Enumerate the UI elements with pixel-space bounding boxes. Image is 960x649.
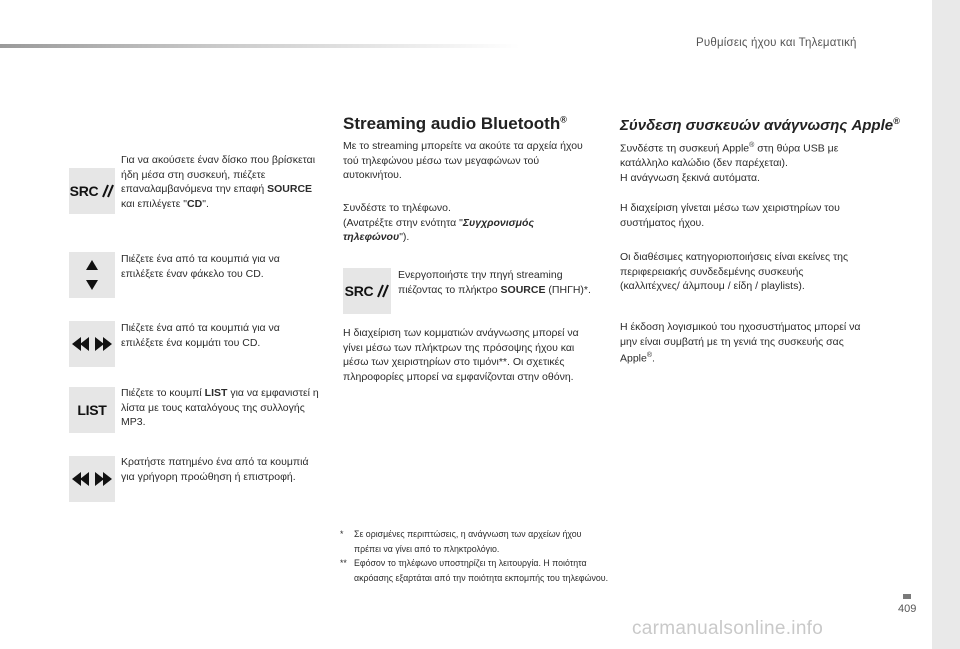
apple-devices-title: Σύνδεση συσκευών ανάγνωσης Apple® xyxy=(620,116,900,134)
streaming-src-label: SRC xyxy=(344,283,374,299)
src-button-icon xyxy=(69,168,115,214)
seek-arrows-icon xyxy=(72,336,112,352)
streaming-src-slash-icon xyxy=(375,284,389,298)
up-down-buttons-icon xyxy=(69,252,115,298)
track-management-text: Η διαχείριση των κομματιών ανάγνωσης μπορεί να γίνει μέσω των πλήκτρων της πρόσοψης ήχου και μέσω των χειριστηρίων στο τιμόνι**. Οι σχετικές πληροφορίες μπορεί να εμφανίζονται στην οθόνη. xyxy=(343,327,579,383)
track-instruction: Πιέζετε ένα από τα κουμπιά για να επιλέξετε ένα κομμάτι του CD. xyxy=(121,322,280,349)
src-slash-icon xyxy=(100,184,114,198)
list-instruction: Πιέζετε το κουμπί LIST για να εμφανιστεί η λίστα με τους καταλόγους της συλλογής MP3. xyxy=(121,387,319,428)
apple-connect-text: Συνδέστε τη συσκευή Apple® στη θύρα USB με κατάλληλο καλώδιο (δεν παρέχεται). Η ανάγνωση ξεκινά αυτόματα. xyxy=(620,142,839,184)
header-rule xyxy=(0,44,520,48)
watermark: carmanualsonline.info xyxy=(632,618,824,639)
fast-seek-buttons-icon xyxy=(69,456,115,502)
folder-instruction: Πιέζετε ένα από τα κουμπιά για να επιλέξετε έναν φάκελο του CD. xyxy=(121,253,280,280)
prev-next-buttons-icon xyxy=(69,321,115,367)
connect-phone-text: Συνδέστε το τηλέφωνο. (Ανατρέξτε στην ενότητα "Συγχρονισμός τηλεφώνου"). xyxy=(343,202,534,243)
footnote-2: ** Εφόσον το τηλέφωνο υποστηρίζει τη λειτουργία. Η ποιότητα ακρόασης εξαρτάται από την ποιότητα εκπομπής του τηλεφώνου. xyxy=(340,558,609,583)
fast-forward-instruction: Κρατήστε πατημένο ένα από τα κουμπιά για γρήγορη προώθηση ή επιστροφή. xyxy=(121,456,309,483)
apple-categories-text: Οι διαθέσιμες κατηγοριοποιήσεις είναι εκείνες της περιφερειακής συνδεδεμένης συσκευής (καλλιτέχνες/ άλμπουμ / είδη / playlists). xyxy=(620,251,849,292)
streaming-src-button-icon xyxy=(343,268,391,314)
src-cd-instruction: Για να ακούσετε έναν δίσκο που βρίσκεται ήδη μέσα στη συσκευή, πιέζετε επαναλαμβανόμενα την επαφή SOURCE και επιλέγετε "CD". xyxy=(121,154,316,210)
up-down-arrows-icon xyxy=(84,258,100,292)
apple-compatibility-text: Η έκδοση λογισμικού του ηχοσυστήματος μπορεί να μην είναι συμβατή με τη γενιά της συσκευής σας Apple®. xyxy=(620,321,861,365)
activate-streaming-text: Ενεργοποιήστε την πηγή streaming πιέζοντας το πλήκτρο SOURCE (ΠΗΓΗ)*. xyxy=(398,269,591,296)
page-number: 409 xyxy=(898,603,917,615)
list-label: LIST xyxy=(77,402,107,418)
src-label: SRC xyxy=(69,183,99,199)
fast-seek-arrows-icon xyxy=(72,471,112,487)
footnotes xyxy=(340,527,610,585)
page-number-marker xyxy=(903,594,911,599)
page-header-title: Ρυθμίσεις ήχου και Τηλεματική xyxy=(696,37,857,49)
footnote-1: * Σε ορισμένες περιπτώσεις, η ανάγνωση των αρχείων ήχου πρέπει να γίνει από το πληκτρολόγιο. xyxy=(340,529,582,554)
page-edge-bar xyxy=(932,0,960,649)
streaming-intro: Με το streaming μπορείτε να ακούτε τα αρχεία ήχου τού τηλεφώνου μέσω των μεγαφώνων τού αυτοκινήτου. xyxy=(343,140,583,181)
apple-control-text: Η διαχείριση γίνεται μέσω των χειριστηρίων του συστήματος ήχου. xyxy=(620,202,840,229)
bluetooth-streaming-title: Streaming audio Bluetooth® xyxy=(343,114,567,133)
list-button-icon xyxy=(69,387,115,433)
